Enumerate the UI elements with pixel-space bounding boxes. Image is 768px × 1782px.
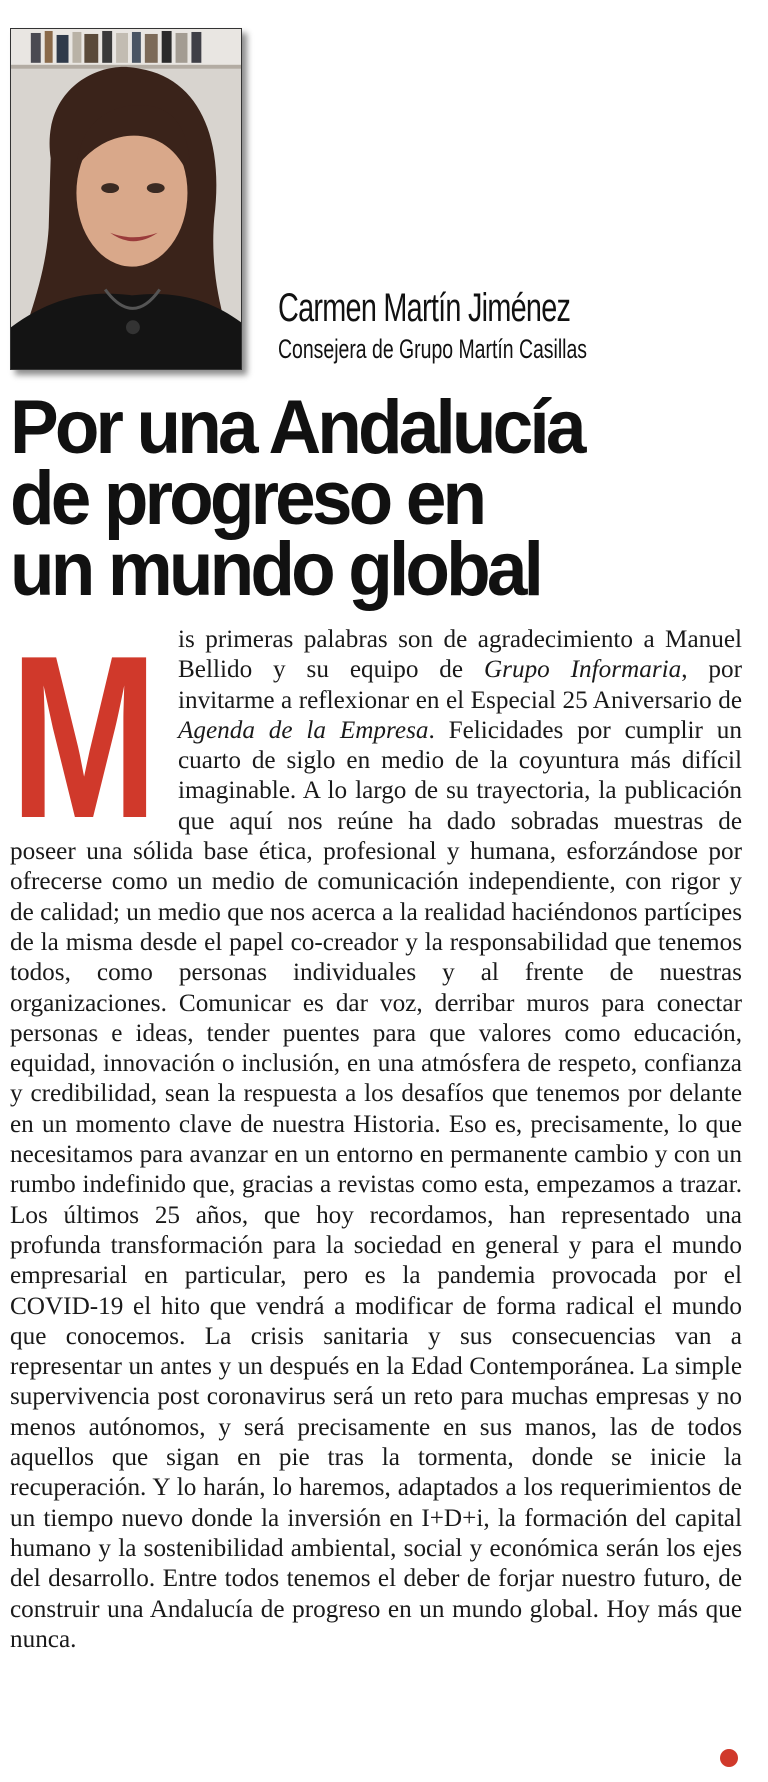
drop-cap-text: M (10, 608, 158, 867)
author-name: Carmen Martín Jiménez (278, 286, 571, 330)
headline-line-3: un mundo global (10, 527, 541, 612)
author-portrait-image (11, 29, 241, 369)
article-text-part-3: . Felicidades por cumplir un cuarto de siglo en medio de la coyuntura más difícil imaginable. A lo largo de su trayectoria, la publicación que aquí nos reúne ha dado sobradas muestras de poseer una sólida base ética, profesional y humana, esforzándose por ofrecerse como un medio de comunicación independiente, con rigor y de calidad; un medio que nos acerca a la realidad haciéndonos partícipes de la misma desde el papel co-creador y la responsabilidad que tenemos todos, como personas individuales y al frente de nuestras organizaciones. Comunicar es dar voz, derribar muros para conectar personas e ideas, tender puentes para que valores como educación, equidad, innovación o inclusión, en una atmósfera de respeto, confianza y credibilidad, sean la respuesta a los desafíos que tenemos por delante en un momento clave de nuestra Historia. Eso es, precisamente, lo que necesitamos para avanzar en un entorno en permanente cambio y con un rumbo indefinido que, gracias a revistas como esta, empezamos a trazar. Los últimos 25 años, que hoy recordamos, han representado una profunda transformación para la sociedad en general y para el mundo empresarial en particular, pero es la pandemia provocada por el COVID-19 el hito que vendrá a modificar de forma radical el mundo que conocemos. La crisis sanitaria y sus consecuencias van a representar un antes y un después en la Edad Contemporánea. La simple supervivencia post coronavirus será un reto para muchas empresas y no menos autónomos, y será precisamente en sus manos, las de todos aquellos que sigan en pie tras la tormenta, donde se inicie la recuperación. Y lo harán, lo haremos, adaptados a los requerimientos de un tiempo nuevo donde la inversión en I+D+i, la formación del capital humano y la sostenibilidad ambiental, social y económica serán los ejes del desarrollo. Entre todos tenemos el deber de forjar nuestro futuro, de construir una Andalucía de progreso en un mundo global. Hoy más que nunca. (10, 716, 742, 1653)
article-text-part-1: is primeras palabras son de agradecimiento a Manuel Bellido y su equipo de (178, 626, 742, 684)
author-photo (10, 28, 242, 370)
article-headline (10, 385, 583, 612)
article-text-part-2: , por invitarme a reflexionar en el Especial 25 Aniversario de (178, 656, 742, 714)
headline-line-1: Por una Andalucía (10, 385, 583, 470)
drop-cap (10, 608, 158, 867)
end-of-article-dot (720, 1749, 738, 1767)
drop-cap-letter (10, 608, 158, 867)
article-body (10, 608, 742, 1655)
author-role: Consejera de Grupo Martín Casillas (278, 334, 588, 364)
headline-line-2: de progreso en (10, 456, 484, 541)
author-byline (278, 286, 707, 364)
publisher-name: Grupo Informaria (483, 656, 682, 684)
magazine-name: Agenda de la Empresa (178, 716, 429, 744)
